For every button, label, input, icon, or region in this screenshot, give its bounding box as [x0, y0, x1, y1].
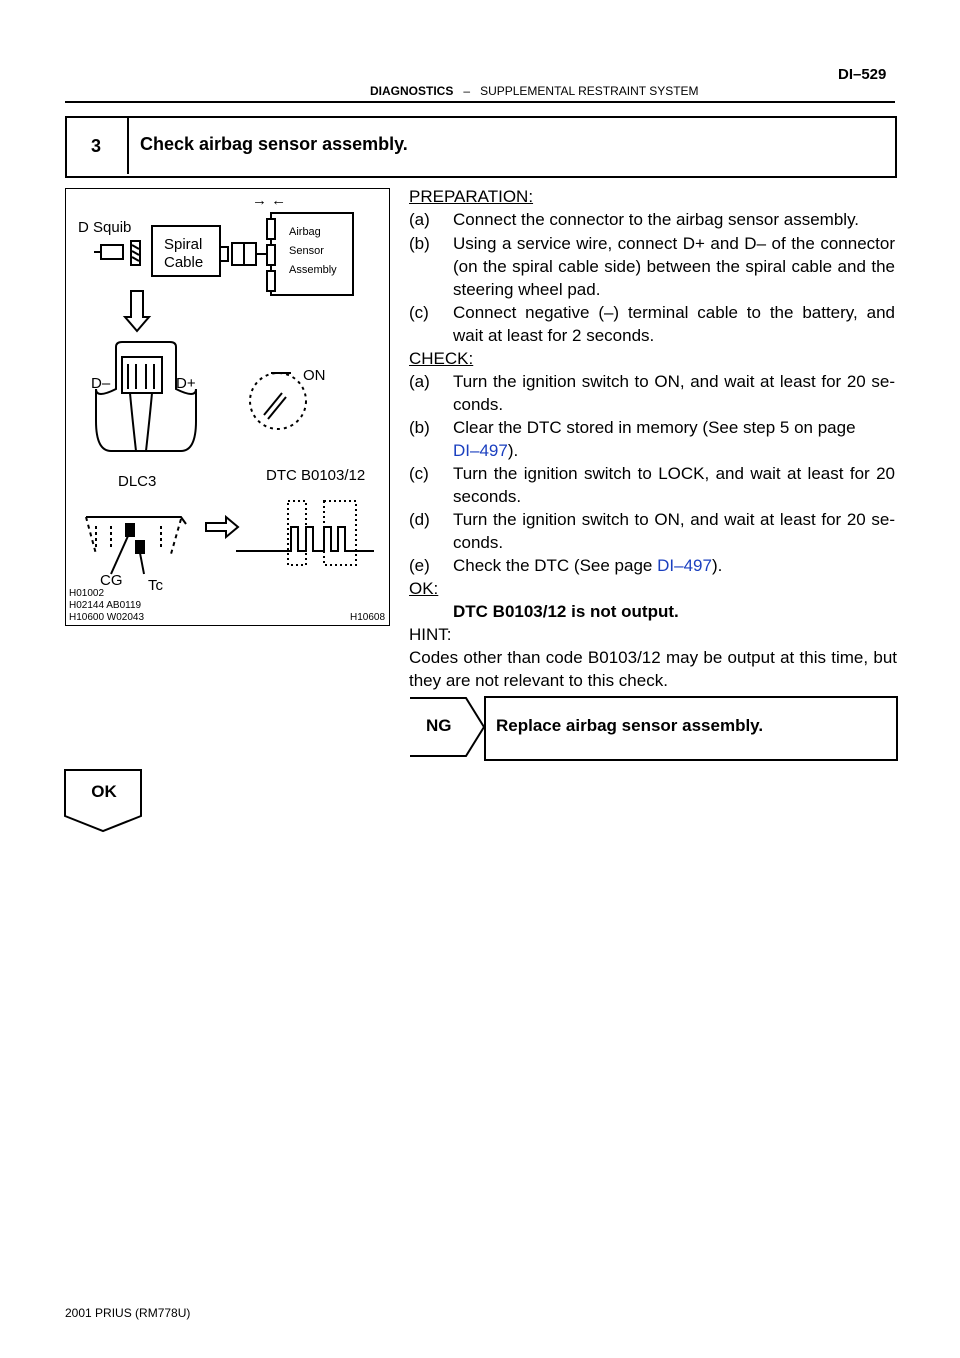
header-subsection: SUPPLEMENTAL RESTRAINT SYSTEM	[480, 84, 699, 98]
check-item-e	[409, 554, 899, 577]
label-spiral-cable	[164, 236, 203, 272]
dlc3-connector-icon	[86, 517, 186, 574]
page-number: DI–529	[838, 66, 887, 83]
check-key-e: (e)	[409, 556, 430, 575]
label-tc: Tc	[148, 577, 163, 594]
prep-item-c	[409, 301, 899, 347]
label-d-minus: D–	[91, 375, 111, 392]
check-item-a	[409, 370, 899, 416]
right-arrow-icon	[206, 517, 238, 537]
check-key-a: (a)	[409, 372, 430, 391]
step-title: Check airbag sensor assembly.	[140, 134, 408, 154]
label-cg: CG	[100, 572, 123, 589]
check-item-d	[409, 508, 899, 554]
page-link-di497-e[interactable]: DI–497	[657, 556, 712, 575]
check-text-e	[453, 554, 895, 577]
label-d-plus: D+	[176, 375, 196, 392]
figure-code-line3: H10600 W02043	[69, 612, 145, 623]
prep-key-c: (c)	[409, 303, 429, 322]
running-header	[370, 84, 699, 98]
header-rule	[65, 101, 895, 103]
down-arrow-icon	[125, 291, 149, 331]
check-item-c	[409, 462, 899, 508]
page-link-di497[interactable]: DI–497	[453, 441, 508, 460]
label-arrows: → ←	[252, 192, 287, 209]
check-text-d: Turn the ignition switch to ON, and wait at least for 20 se- conds.	[453, 510, 895, 552]
diagram-figure	[65, 188, 390, 626]
check-text-c: Turn the ignition switch to LOCK, and wait at least for 20 seconds.	[453, 464, 895, 506]
check-text-b-after: ).	[507, 441, 519, 460]
ok-tab-label: OK	[91, 782, 117, 801]
check-text-e-after: ).	[711, 556, 723, 575]
ignition-switch-icon	[250, 373, 306, 429]
prep-key-b: (b)	[409, 234, 430, 253]
prep-text-b: Using a service wire, connect D+ and D– of the connector (on the spiral cable side) between the spiral cable and the steering wheel pad.	[453, 234, 895, 299]
check-key-c: (c)	[409, 464, 429, 483]
ng-action-text: Replace airbag sensor assembly.	[496, 716, 764, 735]
label-dlc3: DLC3	[118, 473, 157, 490]
check-text-e-before: Check the DTC (See page	[453, 556, 653, 575]
check-text-a: Turn the ignition switch to ON, and wait at least for 20 se- conds.	[453, 372, 895, 414]
label-airbag-line1: Airbag	[289, 226, 321, 238]
preparation-heading: PREPARATION:	[409, 187, 534, 206]
connector-icon	[220, 243, 271, 265]
label-airbag-line2: Sensor	[289, 245, 324, 257]
label-spiral-line1: Spiral	[164, 236, 203, 253]
label-d-squib: D Squib	[78, 219, 132, 236]
label-spiral-line2: Cable	[164, 254, 204, 271]
prep-item-b	[409, 232, 899, 301]
check-heading: CHECK:	[409, 349, 474, 368]
step-number: 3	[65, 116, 129, 174]
dtc-waveform-icon	[236, 501, 374, 565]
check-key-d: (d)	[409, 510, 430, 529]
hint-text: Codes other than code B0103/12 may be output at this time, but they are not relevant to this check.	[409, 648, 897, 690]
figure-code-line2: H02144 AB0119	[69, 600, 142, 611]
footer: 2001 PRIUS (RM778U)	[65, 1306, 191, 1320]
diagram-drawing	[66, 189, 389, 625]
ok-text: DTC B0103/12 is not output.	[453, 602, 679, 621]
check-key-b: (b)	[409, 418, 430, 437]
label-airbag-line3: Assembly	[289, 264, 337, 276]
figure-codes	[69, 588, 144, 624]
ng-label: NG	[426, 716, 452, 735]
check-item-b	[409, 416, 899, 462]
header-section: DIAGNOSTICS	[370, 84, 454, 98]
prep-item-a	[409, 208, 899, 231]
prep-key-a: (a)	[409, 210, 430, 229]
check-text-b-before: Clear the DTC stored in memory (See step 5 on page	[453, 418, 856, 437]
prep-text-c: Connect negative (–) terminal cable to the battery, and wait at least for 2 seconds.	[453, 303, 895, 345]
figure-code-right: H10608	[350, 612, 386, 623]
connector-body-icon	[96, 342, 196, 451]
hint-heading: HINT:	[409, 625, 452, 644]
check-text-b	[453, 416, 895, 462]
squib-connector-icon	[94, 241, 140, 265]
label-airbag-sensor	[289, 223, 337, 280]
ok-heading: OK:	[409, 579, 439, 598]
prep-text-a: Connect the connector to the airbag sensor assembly.	[453, 210, 860, 229]
label-dtc: DTC B0103/12	[266, 467, 366, 484]
figure-code-line1: H01002	[69, 588, 105, 599]
label-on: ON	[303, 367, 326, 384]
header-separator: –	[463, 84, 471, 98]
